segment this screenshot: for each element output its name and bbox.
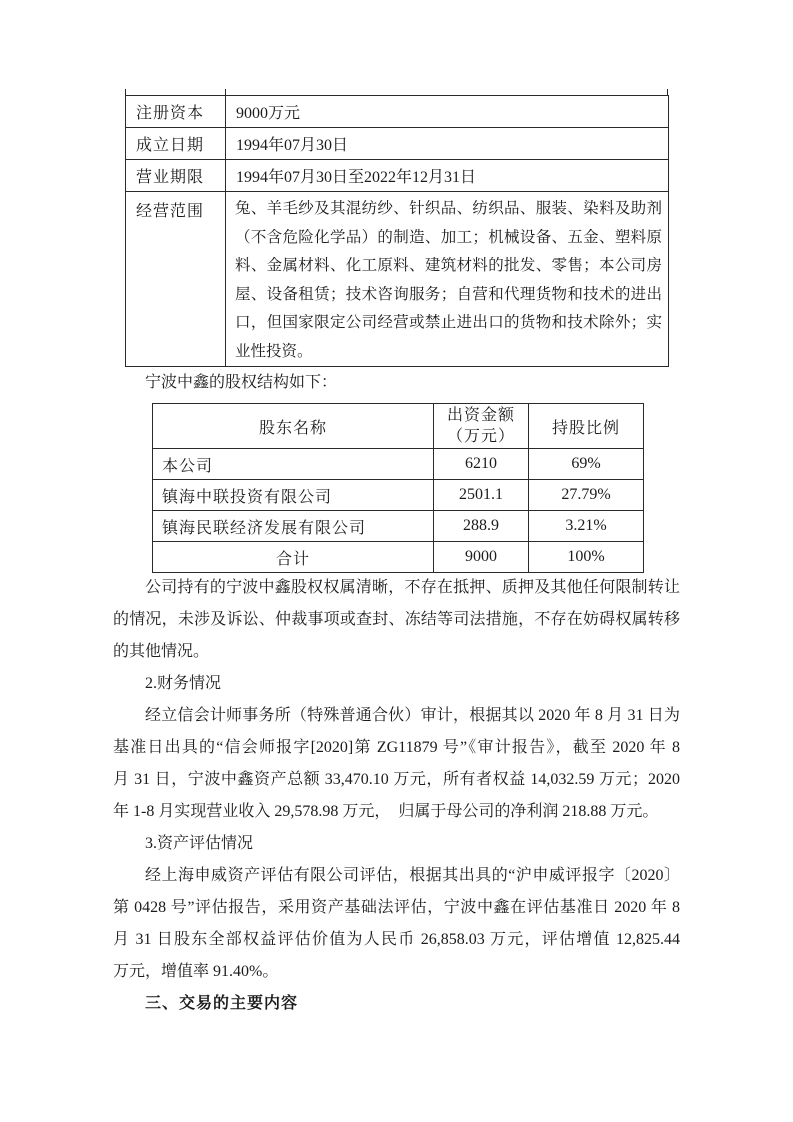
paragraph-finance-line: 月 31 日，宁波中鑫资产总额 33,470.10 万元，所有者权益 14,032.59 万元；2020: [113, 771, 680, 788]
info-label-registered-capital: 注册资本: [126, 96, 226, 128]
info-value-registered-capital: 9000万元: [226, 96, 669, 128]
paragraph-appraisal-line: 经上海申威资产评估有限公司评估，根据其出具的“沪申威评报字〔2020〕: [145, 867, 680, 884]
cell-shareholding-ratio: 3.21%: [529, 511, 644, 542]
business-scope-line: 兔、羊毛纱及其混纺纱、针织品、纺织品、服装、染料及助剂: [235, 200, 662, 217]
business-scope-line: 料、金属材料、化工原料、建筑材料的批发、零售；本公司房: [235, 257, 662, 274]
business-scope-line: 口，但国家限定公司经营或禁止进出口的货物和技术除外；实: [235, 314, 662, 331]
cell-shareholder-name: 镇海中联投资有限公司: [153, 480, 434, 511]
info-label-business-scope: 经营范围: [126, 192, 226, 367]
info-label-business-term: 营业期限: [126, 160, 226, 192]
col-header-shareholder-name: 股东名称: [153, 404, 434, 449]
table-row: [126, 192, 669, 367]
table-row: [153, 449, 644, 480]
cell-total-amount: 9000: [434, 542, 529, 573]
business-scope-line: 业性投资。: [235, 342, 313, 360]
heading-finance: 2.财务情况: [145, 675, 222, 692]
paragraph-ownership-line: 的情况，未涉及诉讼、仲裁事项或查封、冻结等司法措施，不存在妨碍权属转移: [113, 611, 680, 628]
table-row: [153, 480, 644, 511]
cell-shareholder-name: 镇海民联经济发展有限公司: [153, 511, 434, 542]
business-scope-line: 屋、设备租赁；技术咨询服务；自营和代理货物和技术的进出: [235, 285, 662, 303]
cell-contribution-amount: 2501.1: [434, 480, 529, 511]
shareholder-table: [152, 403, 644, 573]
paragraph-appraisal-line: 第 0428 号”评估报告，采用资产基础法评估，宁波中鑫在评估基准日 2020 年 8: [113, 899, 680, 916]
info-value-business-term: 1994年07月30日至2022年12月31日: [226, 160, 669, 192]
table-header-row: [153, 404, 644, 449]
paragraph-finance-line: 经立信会计师事务所（特殊普通合伙）审计，根据其以 2020 年 8 月 31 日为: [145, 707, 680, 724]
heading-appraisal: 3.资产评估情况: [145, 835, 254, 852]
cell-shareholder-name: 本公司: [153, 449, 434, 480]
info-label-establish-date: 成立日期: [126, 128, 226, 160]
info-value-business-scope: [226, 192, 669, 367]
info-value-establish-date: 1994年07月30日: [226, 128, 669, 160]
body-text: [113, 572, 680, 1020]
paragraph-ownership-line: 的其他情况。: [113, 643, 210, 660]
cell-contribution-amount: 288.9: [434, 511, 529, 542]
paragraph-finance-line: 基准日出具的“信会师报字[2020]第 ZG11879 号”《审计报告》，截至 2020 年 8: [113, 739, 680, 756]
heading-main-transaction-content: 三、交易的主要内容: [145, 995, 299, 1012]
cell-contribution-amount: 6210: [434, 449, 529, 480]
cell-total-ratio: 100%: [529, 542, 644, 573]
col-header-contribution-amount: [434, 404, 529, 449]
paragraph-finance-line: 年 1-8 月实现营业收入 29,578.98 万元， 归属于母公司的净利润 218.88 万元。: [113, 803, 659, 820]
col-header-amount-line2: （万元）: [446, 428, 515, 445]
table-row: [153, 511, 644, 542]
cell-total-label: 合计: [153, 542, 434, 573]
table-total-row: [153, 542, 644, 573]
paragraph-appraisal-line: 万元，增值率 91.40%。: [113, 963, 279, 980]
cell-shareholding-ratio: 27.79%: [529, 480, 644, 511]
paragraph-ownership-line: 公司持有的宁波中鑫股权权属清晰，不存在抵押、质押及其他任何限制转让: [145, 579, 680, 596]
equity-structure-intro: 宁波中鑫的股权结构如下：: [145, 374, 338, 391]
table-row: [126, 96, 669, 128]
col-header-shareholding-ratio: 持股比例: [529, 404, 644, 449]
cell-shareholding-ratio: 69%: [529, 449, 644, 480]
table-row: [126, 160, 669, 192]
col-header-amount-line1: 出资金额: [446, 407, 515, 424]
table-row: [126, 128, 669, 160]
company-info-table: [125, 95, 669, 367]
paragraph-appraisal-line: 月 31 日股东全部权益评估价值为人民币 26,858.03 万元，评估增值 12,825.44: [113, 931, 680, 948]
business-scope-line: （不含危险化学品）的制造、加工；机械设备、五金、塑料原: [235, 228, 662, 246]
